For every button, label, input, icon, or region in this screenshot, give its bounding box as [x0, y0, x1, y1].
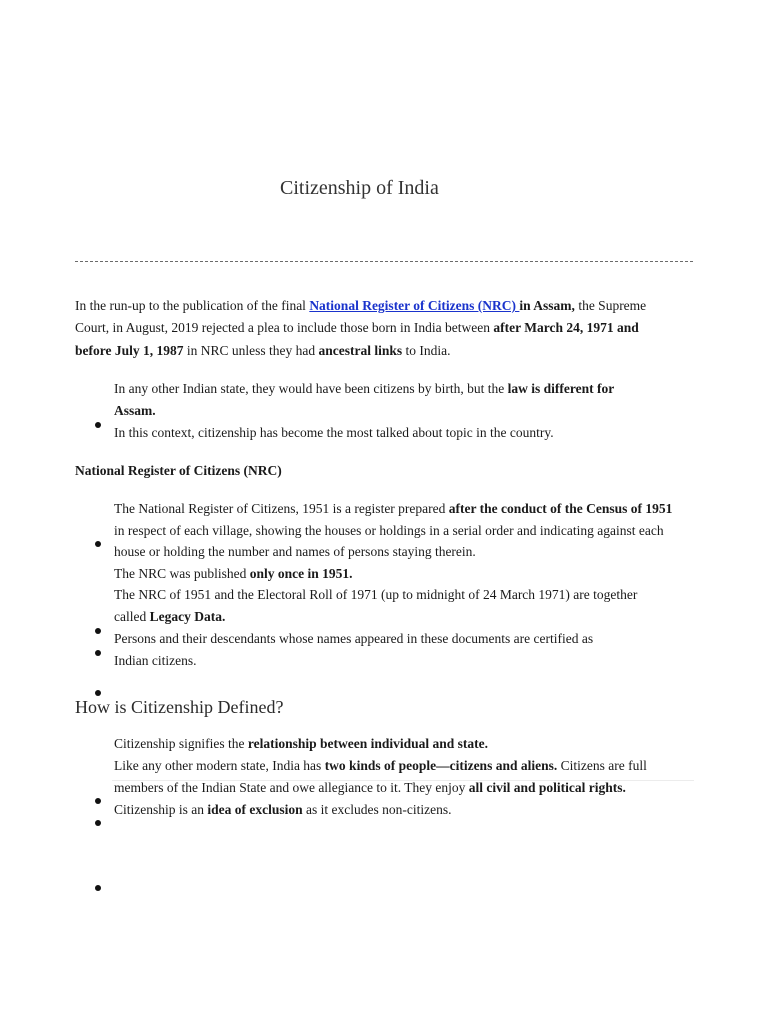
nrc-heading-text: National Register of Citizens (NRC): [75, 463, 282, 478]
dashed-divider: [75, 261, 693, 262]
list-text: Citizens are full: [557, 758, 647, 773]
bold-text: after the conduct of the Census of 1951: [448, 501, 673, 516]
bold-text: only once in 1951.: [249, 566, 353, 581]
list2-line-3: house or holding the number and names of persons staying therein.: [114, 544, 476, 559]
list2-line-1: [114, 500, 672, 518]
intro-line-3: [75, 342, 451, 360]
bold-text: idea of exclusion: [207, 802, 303, 817]
intro-text: Court, in August, 2019 rejected a plea to include those born in India between: [75, 320, 494, 335]
list-text: The NRC was published: [114, 566, 250, 581]
nrc-heading: [75, 462, 282, 480]
nrc-link[interactable]: National Register of Citizens (NRC): [309, 298, 520, 313]
section-heading: How is Citizenship Defined?: [75, 697, 284, 717]
list-text: The National Register of Citizens, 1951 is a register prepared: [114, 501, 449, 516]
list1-line-1: [114, 380, 614, 398]
page-title: Citizenship of India: [280, 177, 439, 199]
bold-text: law is different for: [507, 381, 615, 396]
list3-line-1: [114, 735, 488, 753]
bold-text: Assam.: [114, 403, 156, 418]
bold-text: relationship between individual and state.: [247, 736, 489, 751]
intro-text: the Supreme: [574, 298, 647, 313]
list2-line-2: in respect of each village, showing the houses or holdings in a serial order and indicating against each: [114, 523, 664, 538]
list-text: members of the Indian State and owe allegiance to it. They enjoy: [114, 780, 469, 795]
bullet-marker: [95, 422, 101, 428]
list-text: Like any other modern state, India has: [114, 758, 325, 773]
list-text: In any other Indian state, they would have been citizens by birth, but the: [114, 381, 508, 396]
bold-text: Legacy Data.: [149, 609, 226, 624]
bullet-marker: [95, 820, 101, 826]
list-text: as it excludes non-citizens.: [302, 802, 452, 817]
intro-text: In the run-up to the publication of the final: [75, 298, 310, 313]
list3-line-2: [114, 757, 647, 775]
list-text: Citizenship is an: [114, 802, 208, 817]
list-text: Citizenship signifies the: [114, 736, 248, 751]
bold-text: ancestral links: [318, 343, 403, 358]
intro-text: in NRC unless they had: [183, 343, 319, 358]
list2-line-4: [114, 565, 353, 583]
bullet-marker: [95, 885, 101, 891]
list2-line-5: The NRC of 1951 and the Electoral Roll of 1971 (up to midnight of 24 March 1971) are together: [114, 587, 638, 602]
list1-line-3: In this context, citizenship has become the most talked about topic in the country.: [114, 425, 554, 440]
bold-text: in Assam,: [519, 298, 575, 313]
intro-line-1: [75, 297, 646, 315]
intro-line-2: [75, 319, 639, 337]
list2-line-6: [114, 608, 225, 626]
bold-text: all civil and political rights.: [468, 780, 626, 795]
bold-text: after March 24, 1971 and: [493, 320, 639, 335]
intro-text: to India.: [402, 343, 451, 358]
list3-line-4: [114, 801, 451, 819]
bullet-marker: [95, 798, 101, 804]
list2-line-7: Persons and their descendants whose names appeared in these documents are certified as: [114, 631, 594, 646]
list1-line-2: [114, 402, 156, 420]
bold-text: before July 1, 1987: [75, 343, 184, 358]
bullet-marker: [95, 650, 101, 656]
bullet-marker: [95, 541, 101, 547]
list2-line-8: Indian citizens.: [114, 653, 197, 668]
bold-text: two kinds of people—citizens and aliens.: [324, 758, 558, 773]
list-text: called: [114, 609, 150, 624]
list3-line-3: [114, 779, 626, 797]
bullet-marker: [95, 628, 101, 634]
